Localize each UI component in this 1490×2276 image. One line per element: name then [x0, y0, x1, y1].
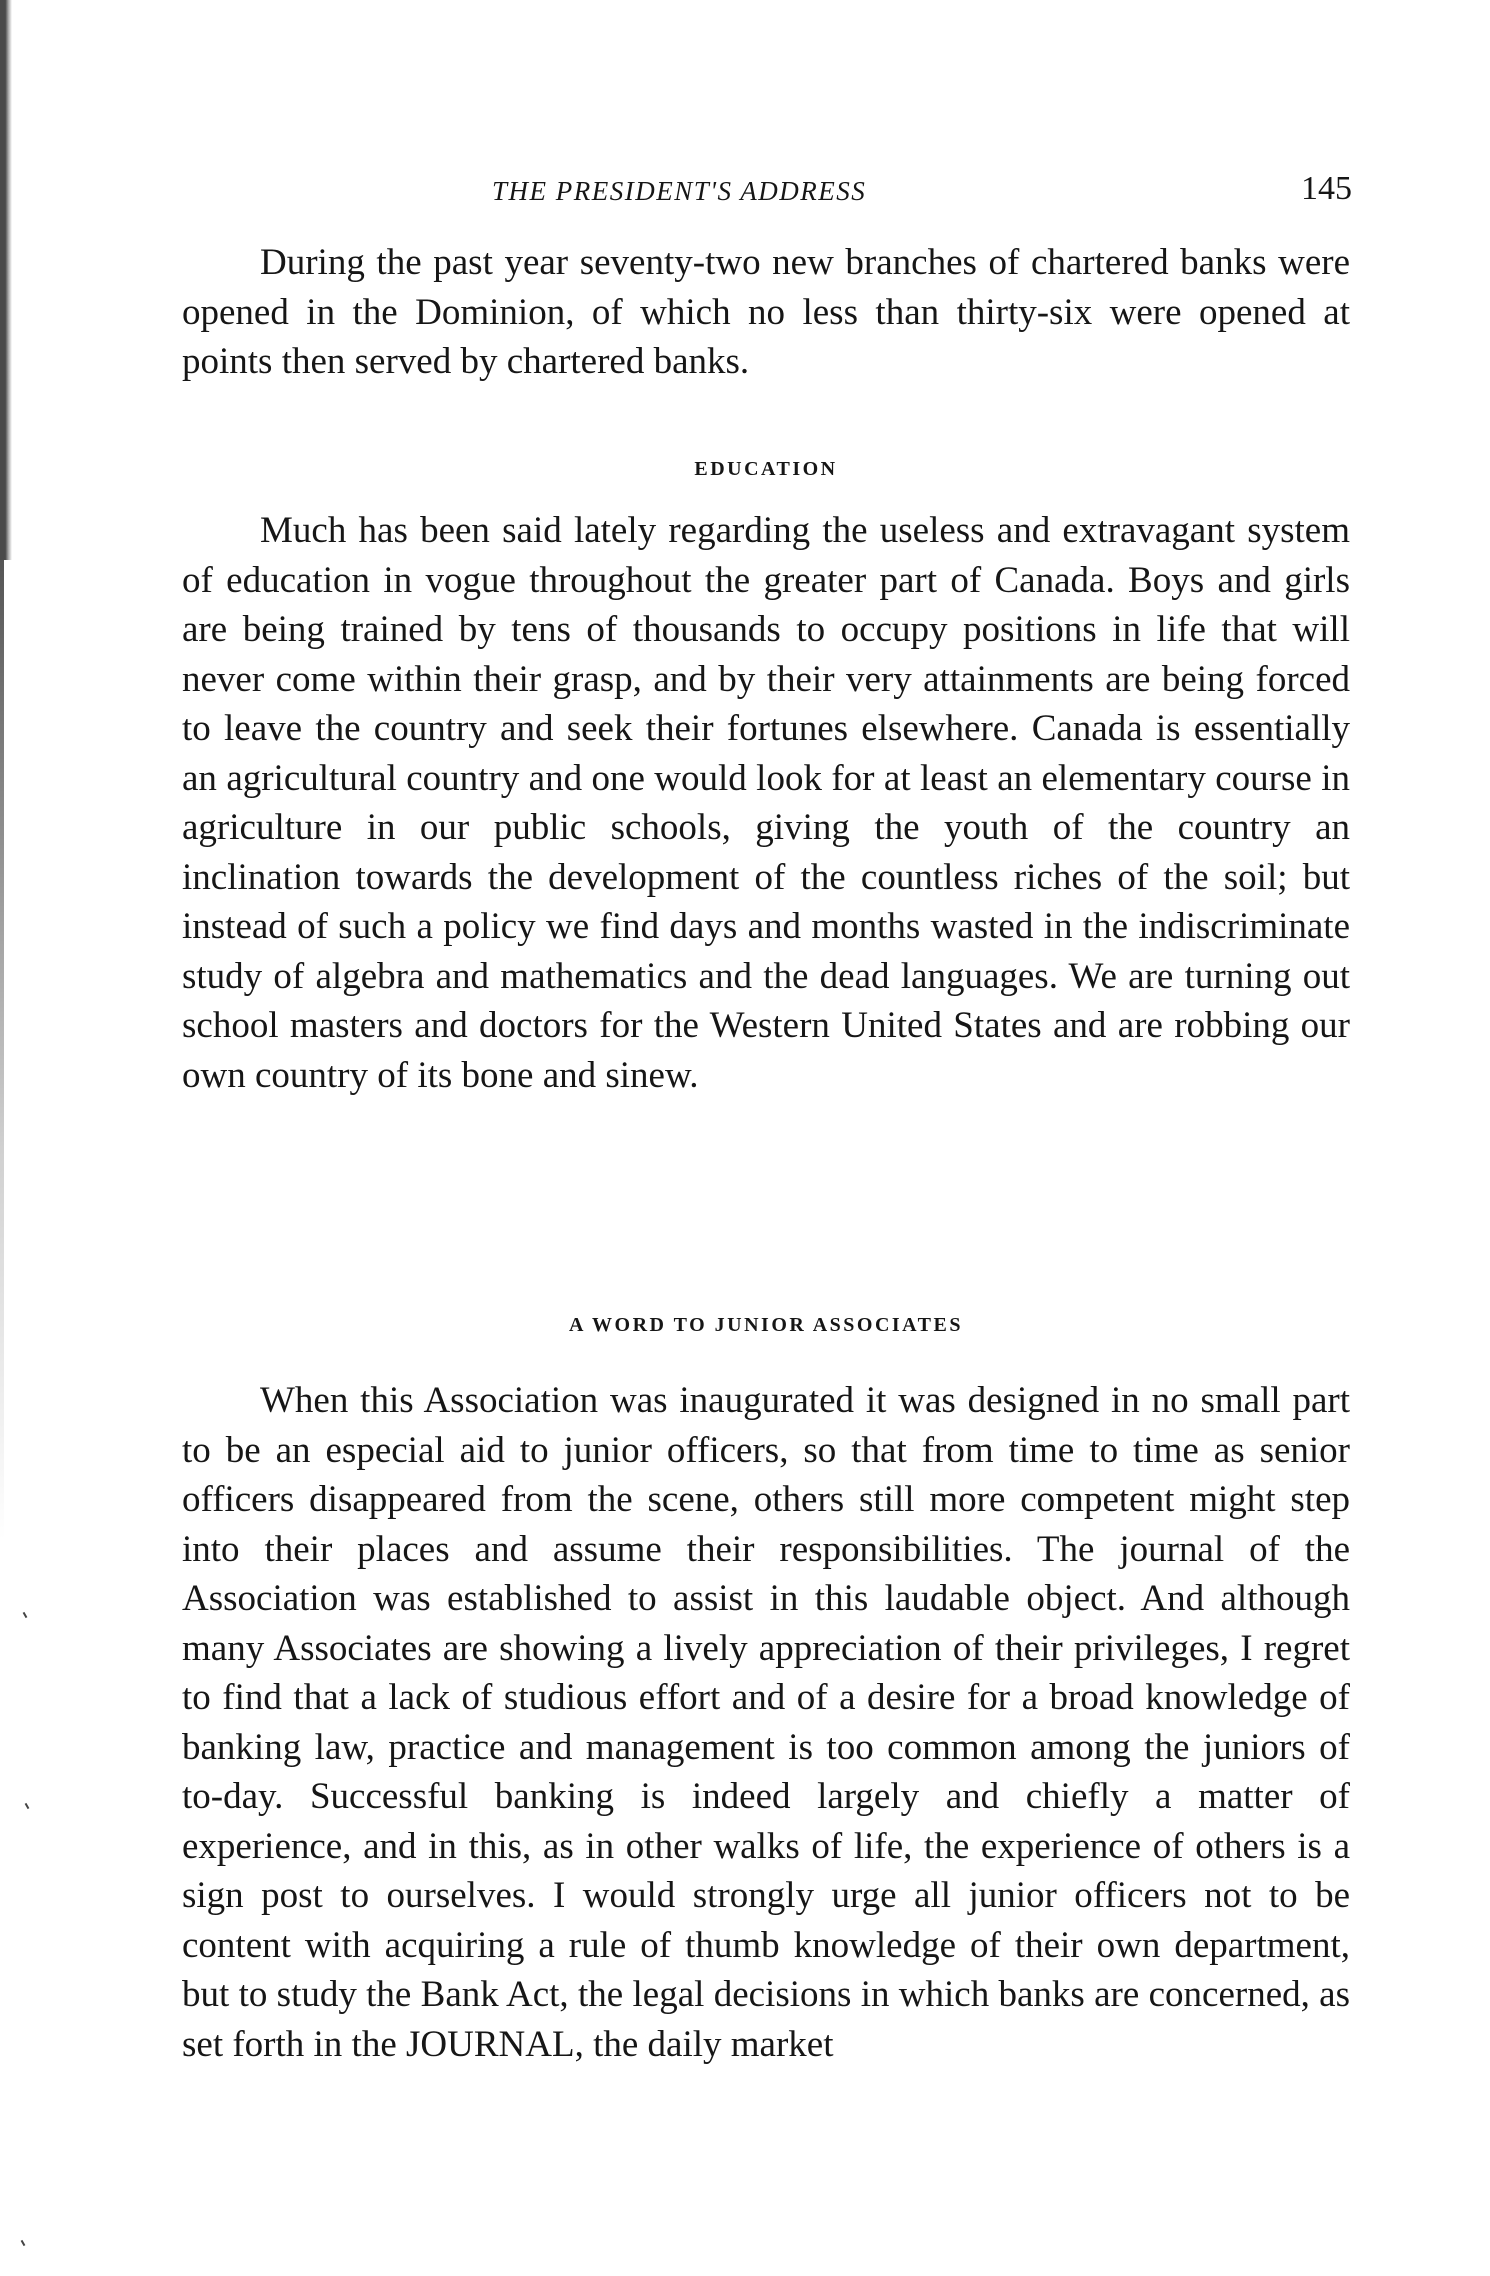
scan-speck — [21, 2240, 26, 2246]
running-title: THE PRESIDENT'S ADDRESS — [492, 176, 867, 206]
binding-edge — [0, 0, 12, 560]
scan-speck — [25, 1803, 30, 1809]
page-number: 145 — [1301, 170, 1352, 207]
running-header — [182, 170, 1352, 220]
section-heading-junior-associates: A WORD TO JUNIOR ASSOCIATES — [569, 1314, 963, 1336]
paragraph-branches: During the past year seventy-two new branches of chartered banks were opened in the Dominion, of which no less than thirty-six were opened at points then served by chartered banks. — [182, 242, 1350, 382]
binding-edge-shadow — [0, 560, 4, 1540]
scan-speck — [23, 1612, 28, 1618]
paragraph-junior-associates: When this Association was inaugurated it was designed in no small part to be an especial aid to junior officers, so that from time to time as senior officers disappeared from the scene, others still more competent might step into their places and assume their responsibilities. The journal of the Association was established to assist in this laudable object. And although many Associates are showing a lively appreciation of their privileges, I regret to find that a lack of studious effort and of a desire for a broad knowledge of banking law, practice and management is too common among the juniors of to-day. Successful banking is indeed largely and chiefly a matter of experience, and in this, as in other walks of life, the experience of others is a sign post to ourselves. I would strongly urge all junior officers not to be content with acquiring a rule of thumb knowledge of their own department, but to study the Bank Act, the legal decisions in which banks are concerned, as set forth in the JOURNAL, the daily market — [182, 1380, 1350, 2065]
section-heading-education: EDUCATION — [694, 458, 838, 480]
paragraph-education: Much has been said lately regarding the useless and extravagant system of education in vogue throughout the greater part of Canada. Boys and girls are being trained by tens of thousands to occupy positions in life that will never come within their grasp, and by their very attainments are being forced to leave the country and seek their fortunes elsewhere. Canada is essentially an agricultural country and one would look for at least an elementary course in agriculture in our public schools, giving the youth of the country an inclination towards the development of the countless riches of the soil; but instead of such a policy we find days and months wasted in the indiscriminate study of algebra and mathematics and the dead languages. We are turning out school masters and doctors for the Western United States and are robbing our own country of its bone and sinew. — [182, 510, 1350, 1096]
